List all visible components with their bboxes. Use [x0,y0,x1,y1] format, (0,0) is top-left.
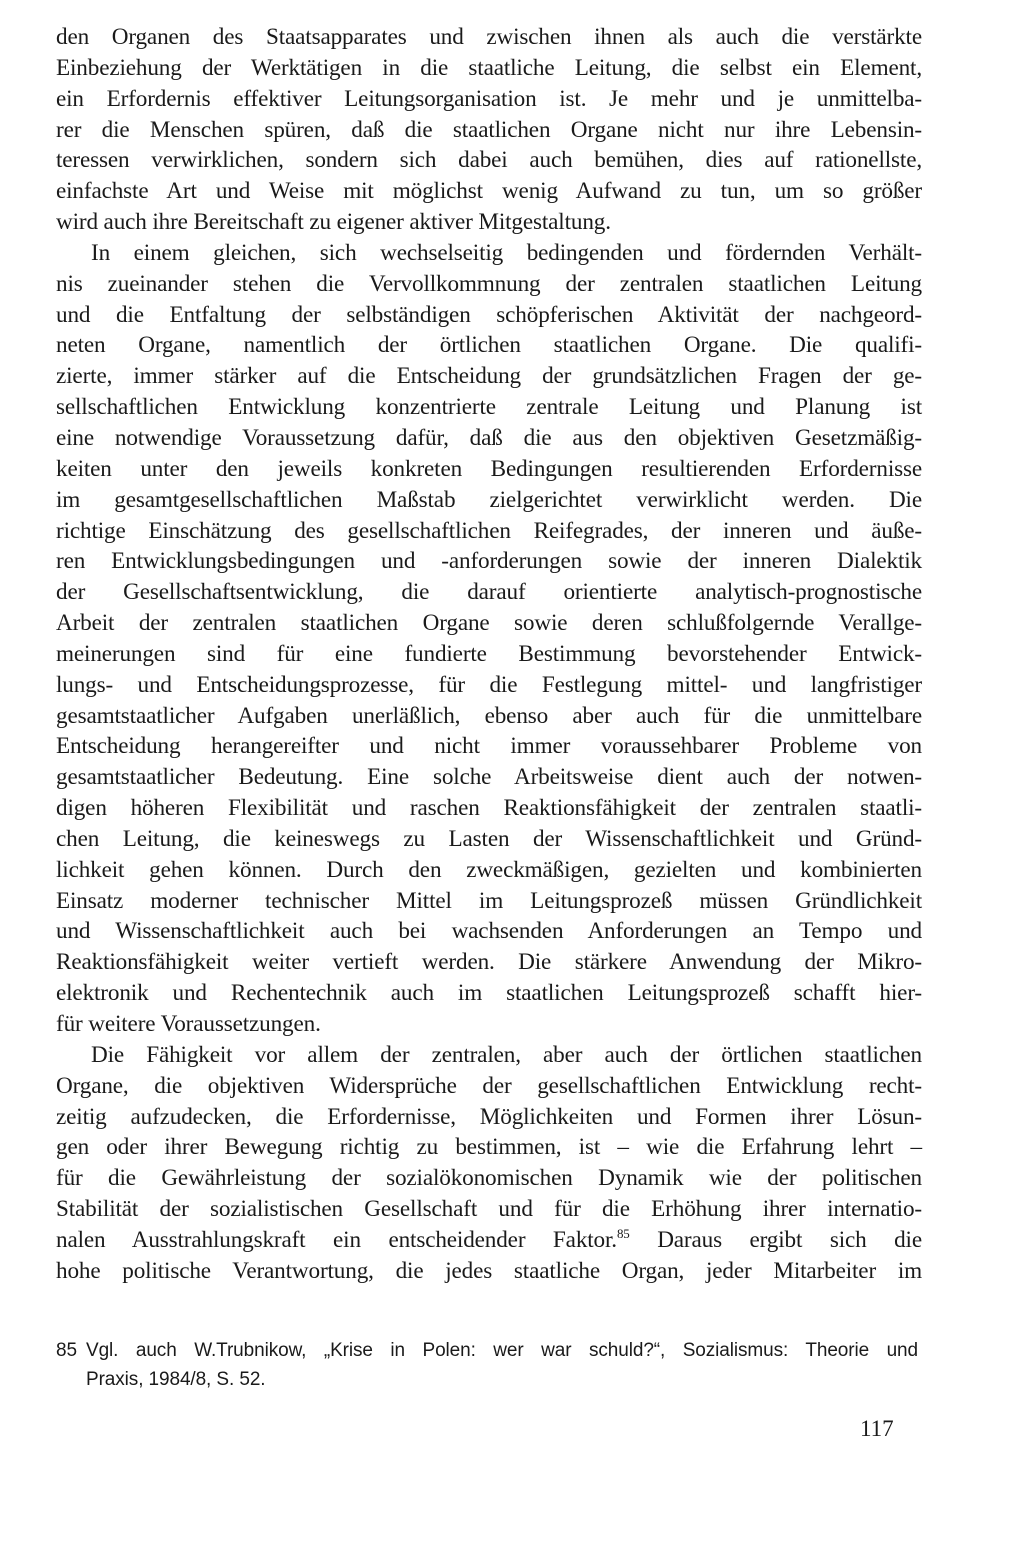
footnote [56,1336,918,1394]
footnote-line [56,1336,918,1365]
text-line: und die Entfaltung der selbständigen schöpferischen Aktivität der nachgeord- [56,301,922,328]
text-line: gesamtstaatlicher Aufgaben unerläßlich, ebenso aber auch für die unmittelbare [56,702,922,729]
text-line: den Organen des Staatsapparates und zwischen ihnen als auch die verstärkte [56,24,922,50]
text-line: ein Erfordernis effektiver Leitungsorganisation ist. Je mehr und je unmittelba- [56,85,922,112]
text-line: hohe politische Verantwortung, die jedes staatliche Organ, jeder Mitarbeiter im [56,1257,922,1284]
text-line: eine notwendige Voraussetzung dafür, daß die aus den objektiven Gesetzmäßig- [56,424,922,451]
text-line: wird auch ihre Bereitschaft zu eigener aktiver Mitgestaltung. [56,209,611,236]
text-line: neten Organe, namentlich der örtlichen staatlichen Organe. Die qualifi- [56,332,922,359]
text-line: Einsatz moderner technischer Mittel im Leitungsprozeß müssen Gründlichkeit [56,887,922,914]
text-line: Arbeit der zentralen staatlichen Organe sowie deren schlußfolgernde Verallge- [56,610,922,637]
text-line: lichkeit gehen können. Durch den zweckmäßigen, gezielten und kombinierten [56,856,922,883]
text-line [56,1225,922,1256]
text-line: Die Fähigkeit vor allem der zentralen, aber auch der örtlichen staatlichen [91,1041,922,1068]
body-text [56,22,922,1287]
text-line: lungs- und Entscheidungsprozesse, für die Festlegung mittel- und langfristiger [56,671,922,698]
text-segment: Daraus ergibt sich die [629,1226,922,1253]
text-line: für weitere Voraussetzungen. [56,1011,321,1037]
text-line: und Wissenschaftlichkeit auch bei wachsenden Anforderungen an Tempo und [56,918,922,945]
text-line: zeitig aufzudecken, die Erfordernisse, Möglichkeiten und Formen ihrer Lösun- [56,1103,922,1130]
text-line: Entscheidung herangereifter und nicht immer voraussehbarer Probleme von [56,733,922,760]
text-line: Reaktionsfähigkeit weiter vertieft werden. Die stärkere Anwendung der Mikro- [56,949,922,976]
text-line: sellschaftlichen Entwicklung konzentrierte zentrale Leitung und Planung ist [56,394,922,421]
text-line: chen Leitung, die keineswegs zu Lasten der Wissenschaftlichkeit und Gründ- [56,825,922,852]
text-line: nis zueinander stehen die Vervollkommnung der zentralen staatlichen Leitung [56,270,922,297]
footnote-text: Vgl. auch W.Trubnikow, „Krise in Polen: wer war schuld?“, Sozialismus: Theorie und [86,1340,918,1361]
text-line: der Gesellschaftsentwicklung, die darauf orientierte analytisch-prognostische [56,579,922,606]
paragraph-3 [56,1040,922,1287]
text-line: einfachste Art und Weise mit möglichst wenig Aufwand zu tun, um so größer [56,178,922,205]
text-line: digen höheren Flexibilität und raschen Reaktionsfähigkeit der zentralen staatli- [56,795,922,822]
paragraph-1 [56,22,922,238]
text-line: keiten unter den jeweils konkreten Bedingungen resultierenden Erfordernisse [56,455,922,482]
text-line: Organe, die objektiven Widersprüche der gesellschaftlichen Entwicklung recht- [56,1072,922,1099]
page-number: 117 [860,1416,894,1441]
text-line: gesamtstaatlicher Bedeutung. Eine solche Arbeitsweise dient auch der notwen- [56,764,922,791]
text-line: gen oder ihrer Bewegung richtig zu bestimmen, ist – wie die Erfahrung lehrt – [56,1134,922,1161]
text-line: elektronik und Rechentechnik auch im staatlichen Leitungsprozeß schafft hier- [56,980,922,1007]
footnote-reference[interactable]: 85 [616,1225,630,1241]
text-line: richtige Einschätzung des gesellschaftlichen Reifegrades, der inneren und äuße- [56,517,922,544]
paragraph-2 [56,238,922,1040]
text-line: Stabilität der sozialistischen Gesellschaft und für die Erhöhung ihrer internatio- [56,1196,922,1223]
footnote-line: Praxis, 1984/8, S. 52. [86,1369,266,1390]
text-line: im gesamtgesellschaftlichen Maßstab zielgerichtet verwirklicht werden. Die [56,486,922,513]
text-line: In einem gleichen, sich wechselseitig bedingenden und fördernden Verhält- [91,239,922,266]
footnote-number: 85 [56,1340,77,1361]
text-line: meinerungen sind für eine fundierte Bestimmung bevorstehender Entwick- [56,640,922,667]
text-line: Einbeziehung der Werktätigen in die staatliche Leitung, die selbst ein Element, [56,54,922,81]
text-line: ren Entwicklungsbedingungen und -anforderungen sowie der inneren Dialektik [56,548,922,575]
text-segment: nalen Ausstrahlungskraft ein entscheidender Faktor. [56,1226,617,1253]
text-line: teressen verwirklichen, sondern sich dabei auch bemühen, dies auf rationellste, [56,147,922,174]
text-line: rer die Menschen spüren, daß die staatlichen Organe nicht nur ihre Lebensin- [56,116,922,143]
text-line: für die Gewährleistung der sozialökonomischen Dynamik wie der politischen [56,1165,922,1192]
text-line: zierte, immer stärker auf die Entscheidung der grundsätzlichen Fragen der ge- [56,363,922,390]
